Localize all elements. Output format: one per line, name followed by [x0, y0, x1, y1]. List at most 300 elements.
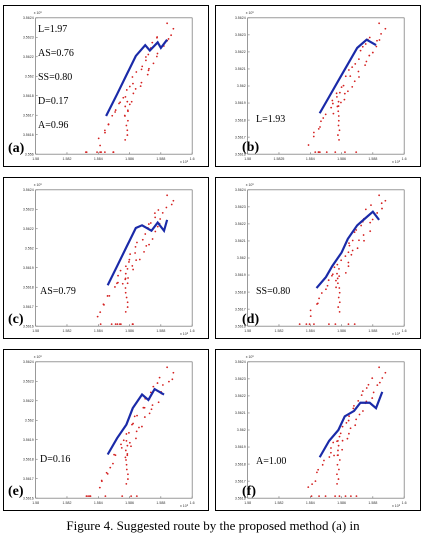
data-point	[366, 61, 368, 63]
data-point	[109, 467, 111, 469]
data-point	[352, 240, 354, 242]
data-point	[151, 408, 153, 410]
x-tick-label: 1.584	[305, 329, 315, 334]
data-point	[328, 279, 330, 281]
data-point	[363, 240, 365, 242]
data-point	[318, 495, 320, 497]
data-point	[104, 129, 106, 131]
data-point	[125, 457, 127, 459]
x-tick-label: 1.58	[244, 157, 252, 162]
y-tick-label: 3.5623	[22, 379, 34, 384]
data-point	[315, 480, 317, 482]
data-point	[112, 151, 114, 153]
data-point	[344, 93, 346, 95]
data-point	[171, 378, 173, 380]
data-point	[149, 413, 151, 415]
x-tick-label: 1.5825	[273, 157, 285, 162]
data-point	[347, 438, 349, 440]
data-point	[140, 85, 142, 87]
data-point	[368, 55, 370, 57]
x-tick-label: 1.586	[125, 501, 135, 506]
data-point	[379, 39, 381, 41]
data-point	[125, 292, 127, 294]
data-point	[120, 270, 122, 272]
data-point	[135, 259, 137, 261]
x-tick-label: 1.58	[244, 501, 252, 506]
metric-length: L=1.93	[256, 114, 286, 125]
metric-d: D=0.16	[40, 454, 71, 465]
data-point	[331, 100, 333, 102]
data-point	[90, 495, 92, 497]
data-point	[129, 253, 131, 255]
y-tick-label: 3.5618	[234, 290, 246, 295]
y-tick-label: 3.5616	[234, 324, 246, 329]
data-point	[128, 261, 130, 263]
data-point	[314, 151, 316, 153]
data-point	[371, 397, 373, 399]
x-tick-label: 1.586	[125, 329, 135, 334]
data-point	[103, 304, 105, 306]
data-point	[97, 316, 99, 318]
data-point	[349, 75, 351, 77]
data-point	[144, 233, 146, 235]
data-point	[317, 302, 319, 304]
data-point	[115, 454, 117, 456]
route-plot	[4, 350, 208, 510]
data-point	[311, 495, 313, 497]
data-point	[100, 151, 102, 153]
data-point	[325, 288, 327, 290]
x-tick-label: 1.58	[244, 329, 252, 334]
data-point	[108, 123, 110, 125]
data-point	[338, 115, 340, 117]
data-point	[369, 222, 371, 224]
data-point	[330, 447, 332, 449]
data-point	[99, 487, 101, 489]
y-tick-label: 3.5622	[22, 226, 34, 231]
data-point	[172, 28, 174, 30]
data-point	[171, 204, 173, 206]
y-tick-label: 3.5617	[22, 113, 34, 118]
data-point	[168, 381, 170, 383]
data-point	[126, 297, 128, 299]
data-point	[371, 377, 373, 379]
data-point	[348, 433, 350, 435]
data-point	[322, 117, 324, 119]
data-point	[352, 407, 354, 409]
panel-letter: (f)	[242, 484, 256, 499]
data-point	[141, 66, 143, 68]
y-tick-label: 3.5618	[22, 285, 34, 290]
data-point	[338, 287, 340, 289]
metric-d: D=0.17	[38, 96, 69, 107]
data-point	[358, 76, 360, 78]
data-point	[98, 137, 100, 139]
data-point	[378, 194, 380, 196]
data-point	[126, 134, 128, 136]
y-tick-label: 3.5624	[22, 360, 34, 365]
data-point	[134, 415, 136, 417]
data-point	[350, 427, 352, 429]
data-point	[125, 265, 127, 267]
y-tick-label: 3.562	[236, 84, 246, 89]
data-point	[170, 34, 172, 36]
data-point	[115, 323, 117, 325]
data-point	[156, 36, 158, 38]
suggested-route-line	[108, 220, 167, 285]
data-point	[370, 204, 372, 206]
y-tick-label: 3.5624	[234, 16, 246, 21]
data-point	[310, 309, 312, 311]
data-point	[131, 265, 133, 267]
data-point	[313, 323, 315, 325]
data-point	[157, 53, 159, 55]
data-point	[339, 129, 341, 131]
data-point	[345, 75, 347, 77]
data-point	[345, 255, 347, 257]
data-point	[148, 70, 150, 72]
data-point	[339, 292, 341, 294]
data-point	[336, 273, 338, 275]
data-point	[358, 71, 360, 73]
data-point	[128, 259, 130, 261]
data-point	[339, 459, 341, 461]
data-point	[348, 242, 350, 244]
data-point	[144, 407, 146, 409]
data-point	[117, 282, 119, 284]
y-tick-label: 3.5616	[22, 324, 34, 329]
data-point	[337, 110, 339, 112]
data-point	[347, 90, 349, 92]
data-point	[129, 86, 131, 88]
data-point	[99, 311, 101, 313]
data-point	[337, 134, 339, 136]
data-point	[316, 471, 318, 473]
data-point	[337, 464, 339, 466]
data-point	[336, 483, 338, 485]
data-point	[111, 115, 113, 117]
data-point	[345, 272, 347, 274]
data-point	[348, 262, 350, 264]
data-point	[333, 113, 335, 115]
data-point	[166, 366, 168, 368]
data-point	[321, 292, 323, 294]
data-point	[144, 416, 146, 418]
data-point	[348, 265, 350, 267]
x-tick-label: 1.58	[32, 501, 40, 506]
data-point	[363, 234, 365, 236]
data-point	[126, 440, 128, 442]
data-point	[355, 151, 357, 153]
data-point	[147, 54, 149, 56]
data-point	[318, 297, 320, 299]
data-point	[107, 295, 109, 297]
data-point	[369, 37, 371, 39]
y-tick-label: 3.5623	[234, 377, 246, 382]
data-point	[151, 42, 153, 44]
data-point	[372, 219, 374, 221]
y-tick-label: 3.5623	[234, 205, 246, 210]
data-point	[366, 387, 368, 389]
data-point	[328, 323, 330, 325]
data-point	[162, 384, 164, 386]
data-point	[337, 278, 339, 280]
data-point	[357, 247, 359, 249]
data-point	[338, 275, 340, 277]
y-tick-label: 3.5616	[234, 496, 246, 501]
data-point	[317, 469, 319, 471]
data-point	[127, 301, 129, 303]
data-point	[127, 282, 129, 284]
data-point	[360, 50, 362, 52]
data-point	[132, 76, 134, 78]
y-tick-label: 3.562	[236, 256, 246, 261]
data-point	[154, 212, 156, 214]
y-tick-label: 3.5618	[234, 118, 246, 123]
x-tick-label: 1.582	[274, 329, 284, 334]
data-point	[379, 382, 381, 384]
data-point	[126, 445, 128, 447]
data-point	[127, 478, 129, 480]
data-point	[339, 92, 341, 94]
y-tick-label: 3.5616	[234, 152, 246, 157]
y-tick-label: 3.562	[24, 418, 34, 423]
data-point	[122, 97, 124, 99]
data-point	[124, 115, 126, 117]
data-point	[319, 126, 321, 128]
data-point	[338, 139, 340, 141]
x-tick-label: 1.586	[337, 329, 347, 334]
x-tick-label: 1.588	[368, 329, 378, 334]
suggested-route-line	[108, 389, 164, 454]
y-tick-label: 3.5618	[234, 462, 246, 467]
data-point	[100, 323, 102, 325]
data-point	[369, 230, 371, 232]
data-point	[130, 495, 132, 497]
data-point	[338, 120, 340, 122]
data-point	[115, 109, 117, 111]
data-point	[121, 447, 123, 449]
data-point	[332, 103, 334, 105]
data-point	[126, 464, 128, 466]
data-point	[126, 125, 128, 127]
data-point	[348, 420, 350, 422]
data-point	[104, 151, 106, 153]
data-point	[358, 239, 360, 241]
panel-letter: (b)	[242, 140, 260, 155]
data-point	[305, 323, 307, 325]
data-point	[126, 129, 128, 131]
y-tick-label: 3.5619	[234, 445, 246, 450]
data-point	[340, 102, 342, 104]
metric-a: A=0.96	[38, 120, 69, 131]
data-point	[354, 63, 356, 65]
y-tick-label: 3.5622	[22, 54, 34, 59]
data-point	[162, 212, 164, 214]
x-tick-label: 1.6	[401, 157, 407, 162]
route-plot	[4, 6, 208, 166]
suggested-route-line	[106, 40, 167, 116]
y-exponent-label: x 10⁶	[33, 182, 42, 187]
data-point	[106, 472, 108, 474]
data-point	[130, 445, 132, 447]
axes-frame	[248, 362, 404, 498]
data-point	[114, 286, 116, 288]
y-tick-label: 3.5617	[22, 304, 34, 309]
panel-a	[3, 5, 209, 167]
x-tick-label: 1.588	[368, 501, 378, 506]
data-point	[309, 323, 311, 325]
data-point	[362, 46, 364, 48]
data-point	[128, 432, 130, 434]
data-point	[172, 200, 174, 202]
data-point	[334, 266, 336, 268]
data-point	[353, 405, 355, 407]
panel-letter: (a)	[8, 141, 25, 156]
data-point	[147, 74, 149, 76]
data-point	[330, 452, 332, 454]
x-tick-label: 1.586	[337, 501, 347, 506]
data-point	[135, 88, 137, 90]
suggested-route-line	[320, 392, 383, 457]
data-point	[339, 301, 341, 303]
y-tick-label: 3.5624	[22, 16, 34, 21]
data-point	[87, 495, 89, 497]
data-point	[313, 132, 315, 134]
x-tick-label: 1.584	[93, 329, 103, 334]
data-point	[368, 384, 370, 386]
data-point	[325, 113, 327, 115]
data-point	[348, 69, 350, 71]
data-point	[322, 464, 324, 466]
x-tick-label: 1.586	[125, 157, 135, 162]
y-tick-label: 3.5622	[234, 50, 246, 55]
y-tick-label: 3.5619	[22, 265, 34, 270]
y-tick-label: 3.562	[236, 428, 246, 433]
data-point	[124, 139, 126, 141]
data-point	[341, 86, 343, 88]
data-point	[320, 120, 322, 122]
data-point	[381, 208, 383, 210]
data-point	[132, 423, 134, 425]
y-tick-label: 3.5617	[234, 307, 246, 312]
data-point	[342, 426, 344, 428]
y-tick-label: 3.5624	[234, 188, 246, 193]
data-point	[325, 495, 327, 497]
x-exponent-label: x 10⁵	[179, 332, 189, 337]
panel-letter: (d)	[242, 312, 260, 327]
data-point	[129, 103, 131, 105]
data-point	[168, 38, 170, 40]
data-point	[357, 400, 359, 402]
data-point	[132, 83, 134, 85]
y-tick-label: 3.5623	[22, 35, 34, 40]
metric-ss: SS=0.80	[256, 286, 291, 297]
data-point	[127, 110, 129, 112]
y-tick-label: 3.5619	[234, 101, 246, 106]
data-point	[337, 454, 339, 456]
data-point	[148, 244, 150, 246]
data-point	[378, 366, 380, 368]
y-tick-label: 3.5621	[234, 239, 246, 244]
x-tick-label: 1.588	[368, 157, 378, 162]
data-point	[132, 323, 134, 325]
data-point	[112, 463, 114, 465]
data-point	[336, 264, 338, 266]
x-tick-label: 1.6	[189, 329, 195, 334]
x-tick-label: 1.584	[93, 157, 103, 162]
data-point	[141, 69, 143, 71]
data-point	[150, 222, 152, 224]
data-point	[153, 62, 155, 64]
data-point	[131, 101, 133, 103]
data-point	[148, 223, 150, 225]
y-tick-label: 3.5617	[234, 479, 246, 484]
data-point	[117, 275, 119, 277]
x-tick-label: 1.6	[401, 501, 407, 506]
data-point	[152, 386, 154, 388]
data-point	[334, 323, 336, 325]
data-point	[136, 242, 138, 244]
data-point	[129, 442, 131, 444]
data-point	[345, 495, 347, 497]
data-point	[335, 286, 337, 288]
panel-e	[3, 349, 209, 511]
x-tick-label: 1.584	[305, 501, 315, 506]
axes-frame	[248, 190, 404, 326]
y-tick-label: 3.5621	[234, 67, 246, 72]
data-point	[127, 473, 129, 475]
data-point	[337, 306, 339, 308]
data-point	[361, 394, 363, 396]
data-point	[331, 275, 333, 277]
data-point	[119, 101, 121, 103]
data-point	[340, 433, 342, 435]
data-point	[372, 52, 374, 54]
data-point	[99, 145, 101, 147]
data-point	[308, 144, 310, 146]
data-point	[339, 436, 341, 438]
suggested-route-line	[320, 40, 376, 114]
data-point	[349, 245, 351, 247]
data-point	[334, 495, 336, 497]
data-point	[127, 277, 129, 279]
data-point	[311, 483, 313, 485]
data-point	[136, 495, 138, 497]
panel-c	[3, 177, 209, 339]
data-point	[145, 56, 147, 58]
data-point	[338, 101, 340, 103]
data-point	[126, 433, 128, 435]
data-point	[339, 311, 341, 313]
x-tick-label: 1.584	[93, 501, 103, 506]
data-point	[123, 439, 125, 441]
data-point	[135, 438, 137, 440]
y-tick-label: 3.5619	[22, 437, 34, 442]
data-point	[336, 92, 338, 94]
data-point	[96, 151, 98, 153]
data-point	[142, 239, 144, 241]
y-tick-label: 3.5622	[234, 394, 246, 399]
y-tick-label: 3.562	[24, 246, 34, 251]
data-point	[299, 323, 301, 325]
data-point	[376, 212, 378, 214]
data-point	[340, 259, 342, 261]
data-point	[148, 68, 150, 70]
data-point	[334, 151, 336, 153]
x-tick-label: 1.582	[62, 157, 72, 162]
metric-as: AS=0.79	[40, 286, 76, 297]
